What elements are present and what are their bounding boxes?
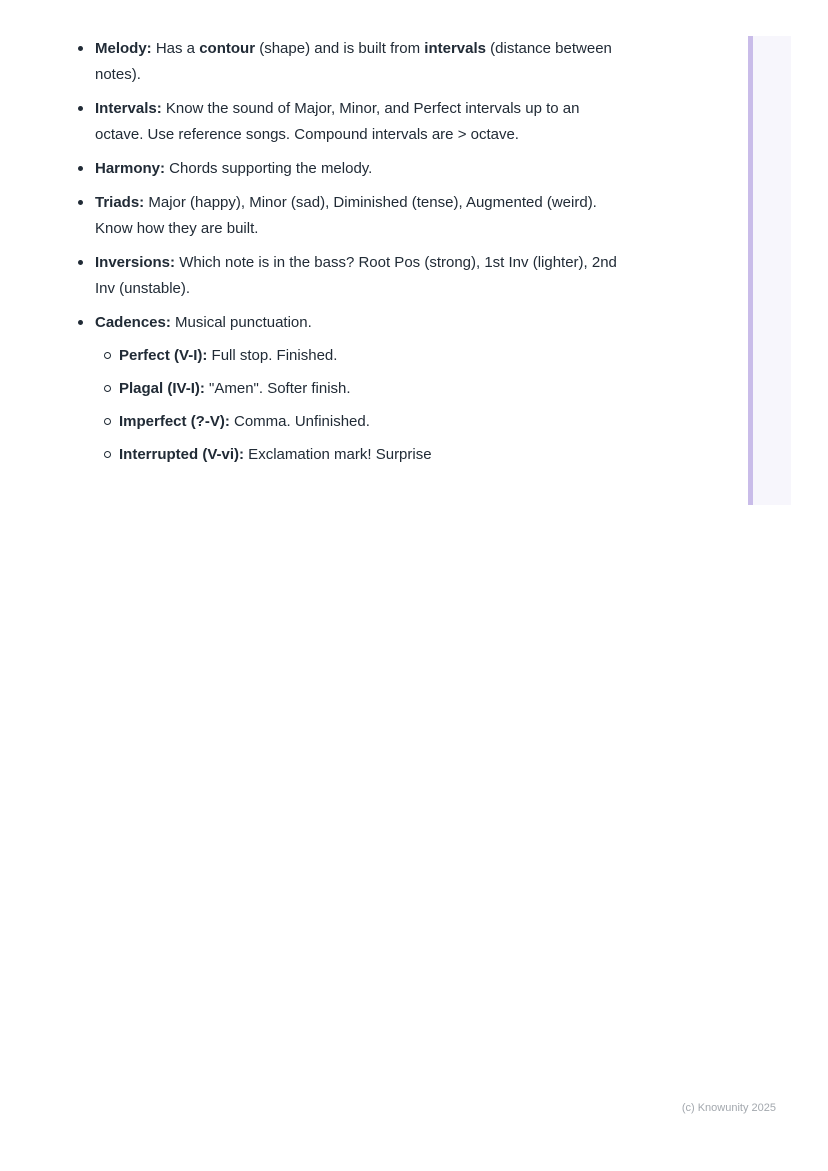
list-item-text: Interrupted (V-vi): Exclamation mark! Surprise [119, 446, 432, 463]
notes-list [76, 36, 630, 476]
circle-bullet-icon [104, 451, 111, 458]
list-item [76, 190, 630, 242]
circle-bullet-icon [104, 352, 111, 359]
list-item-text: Inversions: Which note is in the bass? Root Pos (strong), 1st Inv (lighter), 2nd Inv (unstable). [95, 254, 617, 297]
list-item-text: Melody: Has a contour (shape) and is built from intervals (distance between notes). [95, 40, 612, 83]
sub-list-item [95, 409, 630, 435]
bullet-icon [78, 46, 83, 51]
list-item-text: Plagal (IV-I): "Amen". Softer finish. [119, 380, 351, 397]
sub-list-item [95, 376, 630, 402]
circle-bullet-icon [104, 418, 111, 425]
list-item-text: Harmony: Chords supporting the melody. [95, 160, 373, 177]
list-item [76, 156, 630, 182]
sub-list-item [95, 343, 630, 369]
list-item-text: Imperfect (?-V): Comma. Unfinished. [119, 413, 370, 430]
bullet-icon [78, 200, 83, 205]
list-item [76, 250, 630, 302]
list-item-text: Triads: Major (happy), Minor (sad), Diminished (tense), Augmented (weird). Know how they are built. [95, 194, 597, 237]
list-item [76, 36, 630, 88]
circle-bullet-icon [104, 385, 111, 392]
right-accent-panel [748, 36, 791, 505]
bullet-icon [78, 320, 83, 325]
bullet-icon [78, 260, 83, 265]
list-item [76, 310, 630, 468]
bullet-icon [78, 166, 83, 171]
sub-list [95, 343, 630, 468]
sub-list-item [95, 442, 630, 468]
list-item-text: Perfect (V-I): Full stop. Finished. [119, 347, 338, 364]
list-item-text: Cadences: Musical punctuation. [95, 314, 312, 331]
list-item-text: Intervals: Know the sound of Major, Minor, and Perfect intervals up to an octave. Use reference songs. Compound intervals are > octave. [95, 100, 580, 143]
bullet-icon [78, 106, 83, 111]
list-item [76, 96, 630, 148]
footer-copyright: (c) Knowunity 2025 [681, 1102, 776, 1114]
